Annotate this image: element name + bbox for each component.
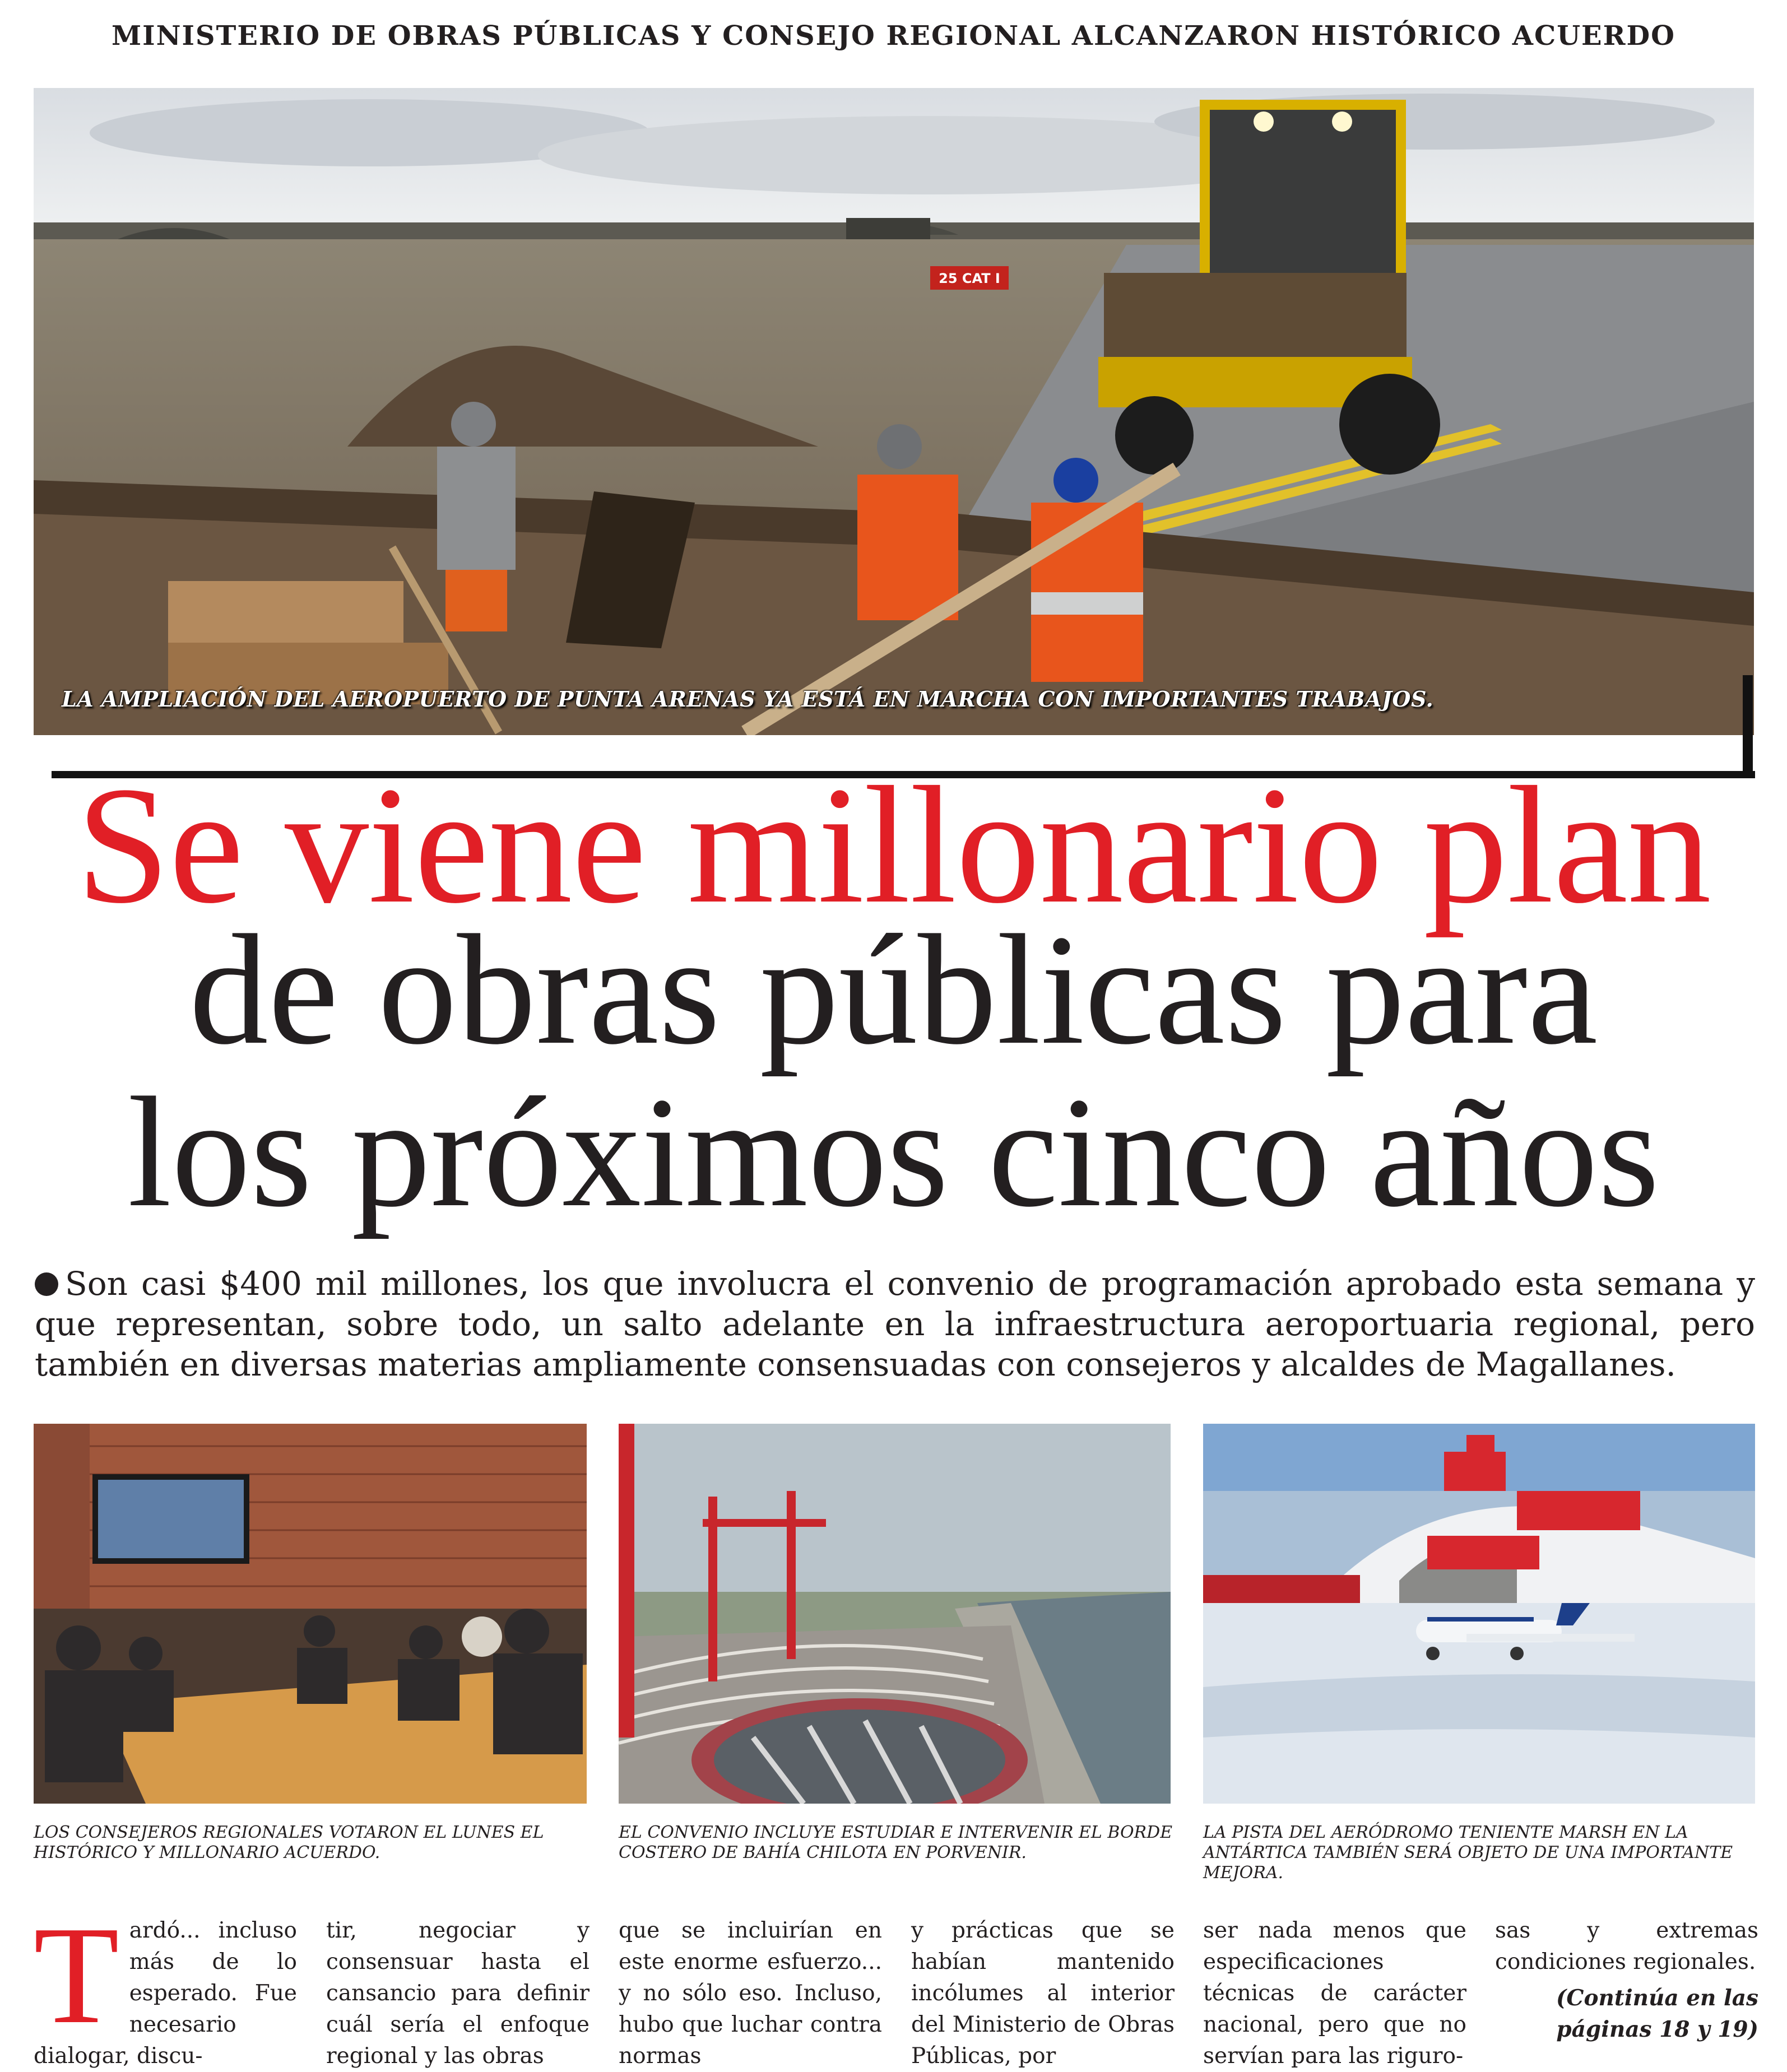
photo-caption-1: LOS CONSEJEROS REGIONALES VOTARON EL LUNES EL HISTÓRICO Y MILLONARIO ACUERDO. <box>34 1823 544 1862</box>
body-column-4: y prácticas que se habían mantenido incólumes al interior del Ministerio de Obras Públicas, por <box>911 1918 1175 2069</box>
lead-text: Son casi $400 mil millones, los que involucra el convenio de programación aprobado esta semana y que representan, sobre todo, un salto adelante en la infraestructura aeroportuaria regional, pero también en diversas materias ampliamente consensuadas con consejeros y alcaldes de Magallanes. <box>35 1265 1755 1383</box>
headline-line-2: de obras públicas para <box>189 902 1598 1077</box>
body-text-1: ardó... incluso más de lo esperado. Fue necesario dialogar, discu- <box>34 1918 297 2069</box>
coastal-rendering-photo <box>619 1424 1171 1804</box>
bullet-icon <box>35 1272 58 1296</box>
body-column-3: que se incluirían en este enorme esfuerzo... y no sólo eso. Incluso, hubo que luchar contra normas <box>619 1918 882 2069</box>
headline-line-3: los próximos cinco años <box>127 1065 1660 1239</box>
photo-caption-3: LA PISTA DEL AERÓDROMO TENIENTE MARSH EN LA ANTÁRTICA TAMBIÉN SERÁ OBJETO DE UNA IMPORTANTE MEJORA. <box>1203 1823 1733 1883</box>
drop-cap: T <box>34 1898 119 2053</box>
body-column-6 <box>1495 1915 1758 2045</box>
hero-photo <box>34 88 1754 735</box>
body-column-5: ser nada menos que especificaciones técnicas de carácter nacional, pero que no servían para las riguro- <box>1203 1918 1466 2069</box>
council-photo <box>34 1424 587 1804</box>
antarctic-airfield-photo <box>1203 1424 1755 1804</box>
continues-link[interactable]: (Continúa en las páginas 18 y 19) <box>1556 1985 1758 2042</box>
body-column-2: tir, negociar y consensuar hasta el cansancio para definir cuál sería el enfoque regional y las obras <box>326 1918 590 2069</box>
kicker-headline: MINISTERIO DE OBRAS PÚBLICAS Y CONSEJO REGIONAL ALCANZARON HISTÓRICO ACUERDO <box>112 20 1675 52</box>
body-column-1 <box>34 1898 297 2072</box>
airport-works-illustration <box>34 88 1754 735</box>
photo-caption-2: EL CONVENIO INCLUYE ESTUDIAR E INTERVENIR EL BORDE COSTERO DE BAHÍA CHILOTA EN PORVENIR. <box>619 1823 1173 1862</box>
runway-sign-text: 25 CAT I <box>939 271 1000 286</box>
body-text-6: sas y extremas condiciones regionales. <box>1495 1918 1758 1975</box>
lead-paragraph <box>35 1263 1755 1385</box>
headline-line-1: Se viene millonario plan <box>76 752 1711 938</box>
hero-caption: LA AMPLIACIÓN DEL AEROPUERTO DE PUNTA ARENAS YA ESTÁ EN MARCHA CON IMPORTANTES TRABAJOS. <box>62 686 1434 712</box>
